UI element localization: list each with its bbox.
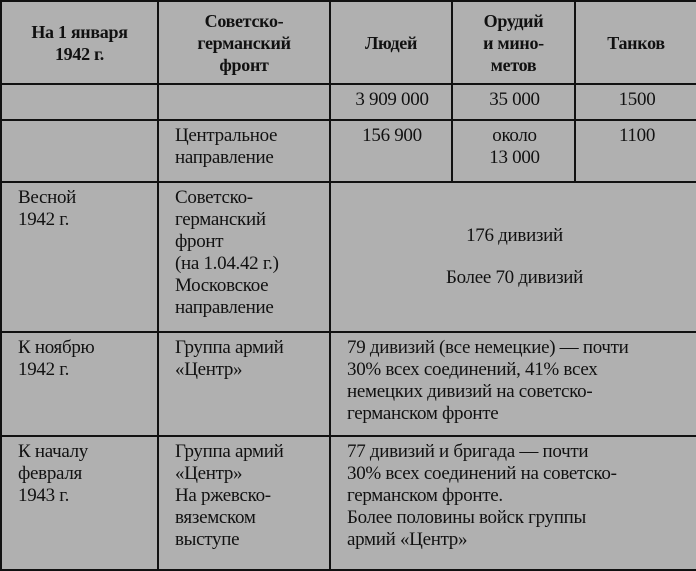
cell-text: Центральное (175, 125, 278, 146)
cell-people: 156 900 (330, 120, 452, 182)
cell-text: 1942 г. (18, 209, 70, 230)
header-text: и мино- (483, 32, 544, 53)
cell-merged (330, 436, 696, 570)
cell-text: «Центр» (175, 463, 243, 484)
cell-text: (на 1.04.42 г.) (175, 253, 279, 274)
header-people (330, 1, 452, 84)
cell-period (1, 120, 158, 182)
header-tanks (575, 1, 696, 84)
cell-text: Группа армий (175, 441, 284, 462)
cell-period (1, 84, 158, 120)
cell-text: 1943 г. (18, 485, 70, 506)
cell-text: германском фронте (347, 403, 499, 424)
cell-front (158, 332, 330, 436)
cell-guns (452, 84, 575, 120)
cell-tanks: 1100 (575, 120, 696, 182)
table-row (1, 436, 696, 570)
cell-text: Более половины войск группы (347, 507, 586, 528)
cell-merged (330, 182, 696, 332)
cell-text: К ноябрю (18, 337, 95, 358)
cell-text: 79 дивизий (все немецкие) — почти (347, 337, 629, 358)
header-text: Советско- (204, 10, 284, 31)
cell-text: 35 000 (489, 89, 540, 110)
header-front (158, 1, 330, 84)
header-row (1, 1, 696, 84)
cell-text: германском фронте. (347, 485, 503, 506)
spacer (347, 247, 682, 267)
cell-text: фронт (175, 231, 224, 252)
cell-text: 77 дивизий и бригада — почти (347, 441, 589, 462)
cell-guns (452, 120, 575, 182)
cell-text: направление (175, 297, 274, 318)
cell-text: выступе (175, 529, 240, 550)
cell-text: вяземском (175, 507, 256, 528)
cell-text: Группа армий (175, 337, 284, 358)
cell-text: 30% всех соединений, 41% всех (347, 359, 598, 380)
cell-text: армий «Центр» (347, 529, 468, 550)
cell-text: около (492, 125, 537, 146)
cell-text: Более 70 дивизий (445, 267, 584, 288)
cell-text: 13 000 (489, 147, 540, 168)
cell-text: германский (175, 209, 266, 230)
cell-period (1, 332, 158, 436)
cell-text: направление (175, 147, 274, 168)
cell-merged (330, 332, 696, 436)
table-row (1, 332, 696, 436)
cell-text: февраля (18, 463, 82, 484)
cell-text: Московское (175, 275, 269, 296)
cell-text: Советско- (175, 187, 253, 208)
cell-front (158, 436, 330, 570)
table-row (1, 84, 696, 120)
cell-text: К началу (18, 441, 89, 462)
cell-text: 30% всех соединений на советско- (347, 463, 617, 484)
header-text: 1942 г. (54, 43, 105, 64)
cell-people: 3 909 000 (330, 84, 452, 120)
cell-front (158, 182, 330, 332)
header-text: фронт (219, 54, 269, 75)
header-text: На 1 января (31, 21, 128, 42)
header-text: Танков (607, 32, 665, 53)
cell-text: 176 дивизий (466, 225, 563, 246)
cell-period (1, 436, 158, 570)
header-guns (452, 1, 575, 84)
table-row (1, 120, 696, 182)
cell-text: 1942 г. (18, 359, 70, 380)
header-text: метов (490, 54, 537, 75)
cell-front (158, 84, 330, 120)
cell-text: На ржевско- (175, 485, 271, 506)
header-date (1, 1, 158, 84)
header-text: германский (197, 32, 291, 53)
cell-text: Весной (18, 187, 77, 208)
cell-period (1, 182, 158, 332)
table-row (1, 182, 696, 332)
cell-text: «Центр» (175, 359, 243, 380)
header-text: Людей (364, 32, 418, 53)
header-text: Орудий (483, 10, 544, 31)
cell-tanks: 1500 (575, 84, 696, 120)
cell-text: немецких дивизий на советско- (347, 381, 593, 402)
cell-front (158, 120, 330, 182)
